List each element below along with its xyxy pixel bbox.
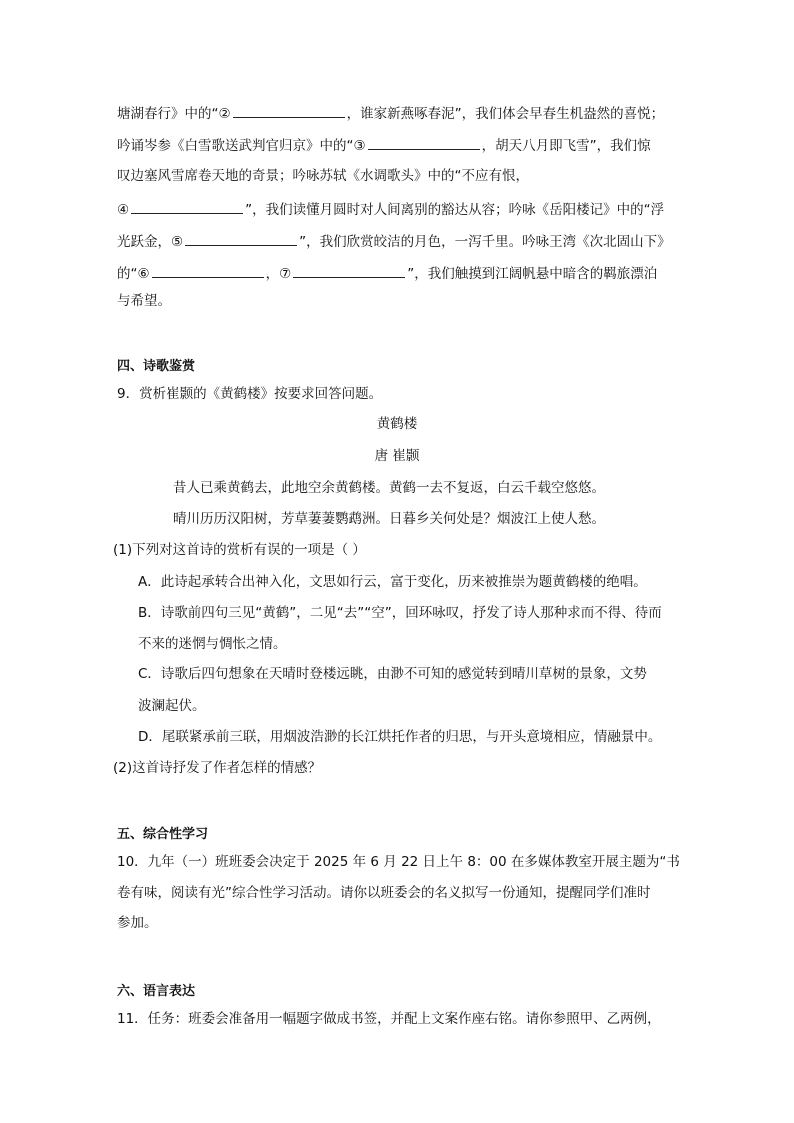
answer-blank-5[interactable] [185,231,297,246]
fill-line-2 [117,135,687,155]
sub-question-2: (2)这首诗抒发了作者怎样的情感？ [113,760,322,776]
answer-blank-7[interactable] [293,263,405,278]
section-heading-4: 四、诗歌鉴赏 [117,359,196,374]
question-10-line-2: 卷有味，阅读有光”综合性学习活动。请你以班委会的名义拟写一份通知，提醒同学们准时 [117,885,651,901]
option-c-line-2: 波澜起伏。 [138,698,206,714]
poem-line-1: 昔人已乘黄鹤去，此地空余黄鹤楼。黄鹤一去不复返，白云千载空悠悠。 [173,480,605,496]
question-11: 11．任务：班委会准备用一幅题字做成书签，并配上文案作座右铭。请你参照甲、乙两例， [117,1011,661,1027]
option-b-line-1[interactable]: B．诗歌前四句三见“黄鹤”，二见“去”“空”，回环咏叹，抒发了诗人那种求而不得、待而 [138,605,662,621]
fill-text: ④ [117,202,130,218]
option-b-line-2: 不来的迷惘与惆怅之情。 [138,636,287,652]
fill-text: ”，我们读懂月圆时对人间离别的豁达从容；吟咏《岳阳楼记》中的“浮 [245,202,665,218]
fill-text: 的“⑥ [117,266,150,282]
poem-line-2: 晴川历历汉阳树，芳草萋萋鹦鹉洲。日暮乡关何处是？烟波江上使人愁。 [173,511,605,527]
poem-author: 唐 崔颢 [374,448,420,464]
fill-text: 光跃金，⑤ [117,234,184,250]
fill-text: 塘湖春行》中的“② [117,106,231,122]
fill-text: ”，我们触摸到江阔帆悬中暗含的羁旅漂泊 [407,266,658,282]
fill-line-1 [117,103,687,123]
answer-blank-3[interactable] [368,135,480,150]
question-10-line-1: 10．九年（一）班班委会决定于 2025 年 6 月 22 日上午 8：00 在多媒体教室开展主题为“书 [117,854,680,870]
fill-text: ，⑦ [265,266,292,282]
option-d[interactable]: D．尾联紧承前三联，用烟波浩渺的长江烘托作者的归思，与开头意境相应，情融景中。 [138,729,662,745]
fill-line-5 [117,231,687,251]
option-c-line-1[interactable]: C．诗歌后四句想象在天晴时登楼远眺，由渺不可知的感觉转到晴川草树的景象，文势 [138,666,647,682]
section-heading-5: 五、综合性学习 [117,827,209,842]
fill-text: 吟诵岑参《白雪歌送武判官归京》中的“③ [117,138,366,154]
poem-title: 黄鹤楼 [376,416,418,432]
answer-blank-2[interactable] [233,103,345,118]
option-a[interactable]: A．此诗起承转合出神入化，文思如行云，富于变化，历来被推崇为题黄鹤楼的绝唱。 [138,574,647,590]
question-9: 9．赏析崔颢的《黄鹤楼》按要求回答问题。 [117,386,383,402]
section-heading-6: 六、语言表达 [117,984,196,999]
fill-line-7: 与希望。 [117,293,171,309]
fill-line-4 [117,199,687,219]
fill-text: ，胡天八月即飞雪”，我们惊 [481,138,651,154]
sub-question-1: (1)下列对这首诗的赏析有误的一项是（ ） [113,542,366,558]
fill-line-3: 叹边塞风雪席卷天地的奇景；吟咏苏轼《水调歌头》中的“不应有恨， [117,168,529,184]
fill-text: ”，我们欣赏皎洁的月色，一泻千里。吟咏王湾《次北固山下》 [299,234,671,250]
answer-blank-6[interactable] [152,263,264,278]
fill-line-6 [117,263,687,283]
question-10-line-3: 参加。 [117,915,158,931]
answer-blank-4[interactable] [131,199,243,214]
fill-text: ，谁家新燕啄春泥”，我们体会早春生机盎然的喜悦； [346,106,665,122]
